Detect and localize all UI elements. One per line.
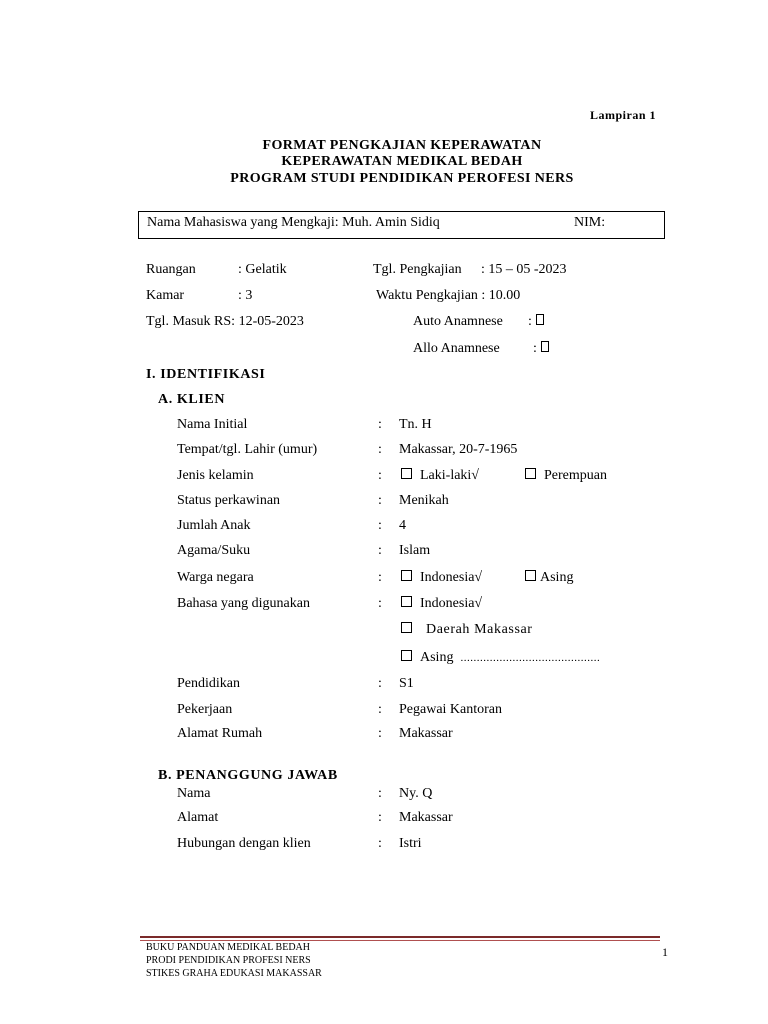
section-klien: A. KLIEN (158, 392, 226, 407)
checkbox-icon (401, 468, 412, 479)
kamar-value: : 3 (238, 288, 253, 303)
checkbox-icon (536, 314, 544, 325)
checkbox-icon (525, 570, 536, 581)
footer-line-2: PRODI PENDIDIKAN PROFESI NERS (146, 955, 311, 966)
field-value: Ny. Q (399, 786, 433, 801)
page-number: 1 (662, 945, 668, 959)
tgl-pengkajian-label: Tgl. Pengkajian (373, 262, 462, 277)
field-value: Tn. H (399, 417, 432, 432)
option-perempuan[interactable] (525, 468, 607, 484)
colon: : (378, 493, 382, 508)
field-value: Istri (399, 836, 422, 851)
field-value: Pegawai Kantoran (399, 702, 503, 717)
row-jenis-kelamin (177, 468, 677, 486)
field-value: Makassar, 20-7-1965 (399, 442, 518, 457)
waktu-pengkajian: Waktu Pengkajian : 10.00 (376, 288, 521, 303)
row-warga-negara (177, 570, 677, 588)
row-status-perkawinan (177, 493, 677, 511)
field-label: Status perkawinan (177, 493, 281, 508)
option-daerah-makassar[interactable] (401, 622, 533, 638)
option-bahasa-indonesia[interactable] (401, 596, 482, 612)
row-nama-initial (177, 417, 677, 435)
checkbox-icon (401, 570, 412, 581)
colon: : (378, 702, 382, 717)
colon: : (378, 417, 382, 432)
checkbox-icon (401, 596, 412, 607)
row-pj-nama (177, 786, 677, 804)
field-label: Jenis kelamin (177, 468, 254, 483)
title-line-2: KEPERAWATAN MEDIKAL BEDAH (281, 154, 523, 169)
colon: : (378, 786, 382, 801)
field-value: Islam (399, 543, 431, 558)
footer-line-3: STIKES GRAHA EDUKASI MAKASSAR (146, 968, 322, 979)
field-label: Pekerjaan (177, 702, 233, 717)
field-label: Nama Initial (177, 417, 248, 432)
option-laki-laki[interactable] (401, 468, 479, 484)
colon: : (378, 596, 382, 611)
colon: : (528, 314, 532, 329)
colon: : (378, 543, 382, 558)
lampiran-label: Lampiran 1 (590, 108, 657, 122)
tgl-masuk-rs: Tgl. Masuk RS: 12-05-2023 (146, 314, 304, 329)
nim-label: NIM: (574, 215, 606, 230)
section-penanggung-jawab: B. PENANGGUNG JAWAB (158, 768, 338, 783)
option-label: Asing (420, 650, 454, 665)
row-pekerjaan (177, 702, 677, 720)
field-value: S1 (399, 676, 414, 691)
field-label: Bahasa yang digunakan (177, 596, 310, 611)
field-value: Makassar (399, 810, 453, 825)
row-ttl (177, 442, 677, 460)
option-label: Asing (540, 570, 574, 585)
field-value: 4 (399, 518, 406, 533)
row-bahasa-asing (177, 650, 677, 668)
blank-line: ........................................... (460, 652, 601, 664)
field-label: Alamat (177, 810, 219, 825)
colon: : (378, 726, 382, 741)
allo-anamnese-field[interactable] (533, 341, 549, 357)
colon: : (378, 468, 382, 483)
field-label: Agama/Suku (177, 543, 251, 558)
row-alamat-rumah (177, 726, 677, 744)
student-name-box (138, 211, 665, 239)
footer-rule-thin (140, 940, 660, 941)
kamar-label: Kamar (146, 288, 185, 303)
option-asing[interactable] (525, 570, 573, 586)
auto-anamnese-field[interactable] (528, 314, 544, 330)
footer-line-1: BUKU PANDUAN MEDIKAL BEDAH (146, 942, 310, 953)
student-name-label: Nama Mahasiswa yang Mengkaji: Muh. Amin Sidiq (147, 215, 440, 230)
colon: : (378, 570, 382, 585)
colon: : (378, 442, 382, 457)
title-line-3: PROGRAM STUDI PENDIDIKAN PEROFESI NERS (230, 171, 574, 186)
field-label: Warga negara (177, 570, 254, 585)
title-line-1: FORMAT PENGKAJIAN KEPERAWATAN (262, 138, 542, 153)
ruangan-value: : Gelatik (238, 262, 287, 277)
row-jumlah-anak (177, 518, 677, 536)
footer-rule (140, 936, 660, 938)
option-bahasa-asing[interactable] (401, 650, 600, 666)
colon: : (533, 341, 537, 356)
row-pj-hubungan (177, 836, 677, 854)
row-agama-suku (177, 543, 677, 561)
allo-anamnese-label: Allo Anamnese (413, 341, 500, 356)
colon: : (378, 676, 382, 691)
colon: : (378, 836, 382, 851)
field-value: Makassar (399, 726, 453, 741)
field-label: Alamat Rumah (177, 726, 263, 741)
row-bahasa-daerah (177, 622, 677, 640)
option-label: Indonesia√ (420, 570, 483, 585)
option-label: Laki-laki√ (420, 468, 479, 483)
field-label: Tempat/tgl. Lahir (umur) (177, 442, 318, 457)
auto-anamnese-label: Auto Anamnese (413, 314, 503, 329)
colon: : (378, 810, 382, 825)
ruangan-label: Ruangan (146, 262, 196, 277)
row-bahasa (177, 596, 677, 614)
row-pendidikan (177, 676, 677, 694)
field-label: Pendidikan (177, 676, 240, 691)
checkbox-icon (401, 650, 412, 661)
field-label: Jumlah Anak (177, 518, 251, 533)
option-label: Indonesia√ (420, 596, 483, 611)
tgl-pengkajian-value: : 15 – 05 -2023 (481, 262, 567, 277)
option-label: Daerah Makassar (426, 622, 533, 637)
row-pj-alamat (177, 810, 677, 828)
option-label: Perempuan (544, 468, 607, 483)
checkbox-icon (541, 341, 549, 352)
field-label: Nama (177, 786, 211, 801)
checkbox-icon (525, 468, 536, 479)
option-indonesia[interactable] (401, 570, 482, 586)
checkbox-icon (401, 622, 412, 633)
section-identifikasi: I. IDENTIFIKASI (146, 367, 266, 382)
colon: : (378, 518, 382, 533)
field-label: Hubungan dengan klien (177, 836, 311, 851)
field-value: Menikah (399, 493, 449, 508)
